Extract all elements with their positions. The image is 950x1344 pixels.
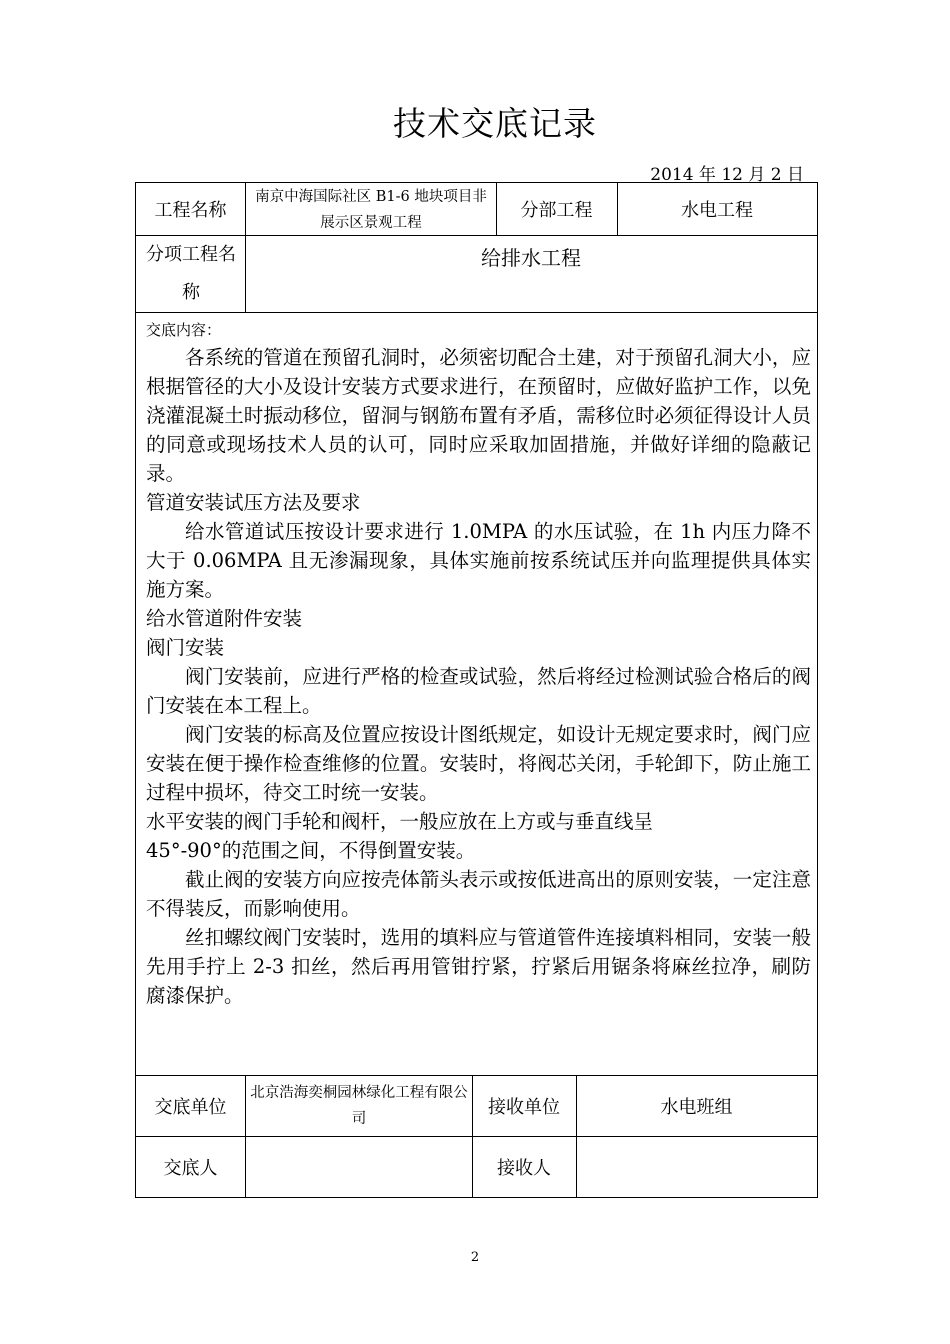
page-number: 2 bbox=[470, 1250, 480, 1265]
content-paragraph: 截止阀的安装方向应按壳体箭头表示或按低进高出的原则安装，一定注意不得装反，而影响使用。 bbox=[146, 868, 811, 920]
subitem-value: 给排水工程 bbox=[481, 245, 581, 270]
document-date: 2014 年 12 月 2 日 bbox=[650, 165, 804, 185]
content-paragraph: 给水管道试压按设计要求进行 1.0MPA 的水压试验，在 1h 内压力降不大于 0.06MPA 且无渗漏现象，具体实施前按系统试压并向监理提供具体实施方案。 bbox=[146, 520, 811, 601]
receiver-person-label: 接收人 bbox=[497, 1157, 551, 1179]
receiver-unit-value: 水电班组 bbox=[660, 1096, 733, 1118]
issuer-unit-label: 交底单位 bbox=[154, 1096, 227, 1118]
issuer-person-label: 交底人 bbox=[163, 1157, 218, 1179]
issuer-person-value[interactable] bbox=[245, 1136, 472, 1197]
content-paragraph: 各系统的管道在预留孔洞时，必须密切配合土建，对于预留孔洞大小，应根据管径的大小及设计安装方式要求进行，在预留时，应做好监护工作，以免浇灌混凝土时振动移位，留洞与钢筋布置有矛盾，需移位时必须征得设计人员的同意或现场技术人员的认可，同时应采取加固措施，并做好详细的隐蔽记录。 bbox=[146, 346, 811, 485]
content-paragraph: 阀门安装 bbox=[146, 636, 225, 659]
row-divider bbox=[136, 312, 817, 313]
content-paragraph: 阀门安装的标高及位置应按设计图纸规定，如设计无规定要求时，阀门应安装在便于操作检查维修的位置。安装时，将阀芯关闭，手轮卸下，防止施工过程中损坏，待交工时统一安装。 bbox=[146, 723, 811, 804]
subitem-label: 分项工程名称 bbox=[146, 243, 236, 303]
receiver-person-value[interactable] bbox=[576, 1136, 817, 1197]
content-paragraph: 阀门安装前，应进行严格的检查或试验，然后将经过检测试验合格后的阀门安装在本工程上。 bbox=[146, 665, 811, 717]
project-name-value: 南京中海国际社区 B1-6 地块项目非展示区景观工程 bbox=[255, 189, 487, 231]
receiver-unit-label: 接收单位 bbox=[488, 1096, 560, 1118]
issuer-unit-value: 北京浩海奕桐园林绿化工程有限公司 bbox=[250, 1084, 468, 1127]
content-paragraph: 水平安装的阀门手轮和阀杆，一般应放在上方或与垂直线呈 bbox=[146, 810, 654, 833]
content-paragraph: 45°-90°的范围之间，不得倒置安装。 bbox=[146, 839, 476, 862]
division-value: 水电工程 bbox=[681, 200, 753, 221]
content-heading: 交底内容： bbox=[146, 321, 222, 339]
division-label: 分部工程 bbox=[520, 200, 593, 221]
content-paragraph: 丝扣螺纹阀门安装时，选用的填料应与管道管件连接填料相同，安装一般先用手拧上 2-3 扣丝，然后再用管钳拧紧，拧紧后用锯条将麻丝拉净，刷防腐漆保护。 bbox=[146, 926, 811, 1007]
document-title: 技术交底记录 bbox=[393, 104, 597, 143]
content-paragraph: 给水管道附件安装 bbox=[146, 607, 303, 630]
column-divider bbox=[245, 183, 246, 235]
content-paragraphs bbox=[146, 343, 811, 1010]
disclosure-content bbox=[146, 318, 811, 1010]
project-name-label: 工程名称 bbox=[154, 200, 227, 221]
content-paragraph: 管道安装试压方法及要求 bbox=[146, 491, 361, 514]
disclosure-table bbox=[135, 182, 818, 1198]
